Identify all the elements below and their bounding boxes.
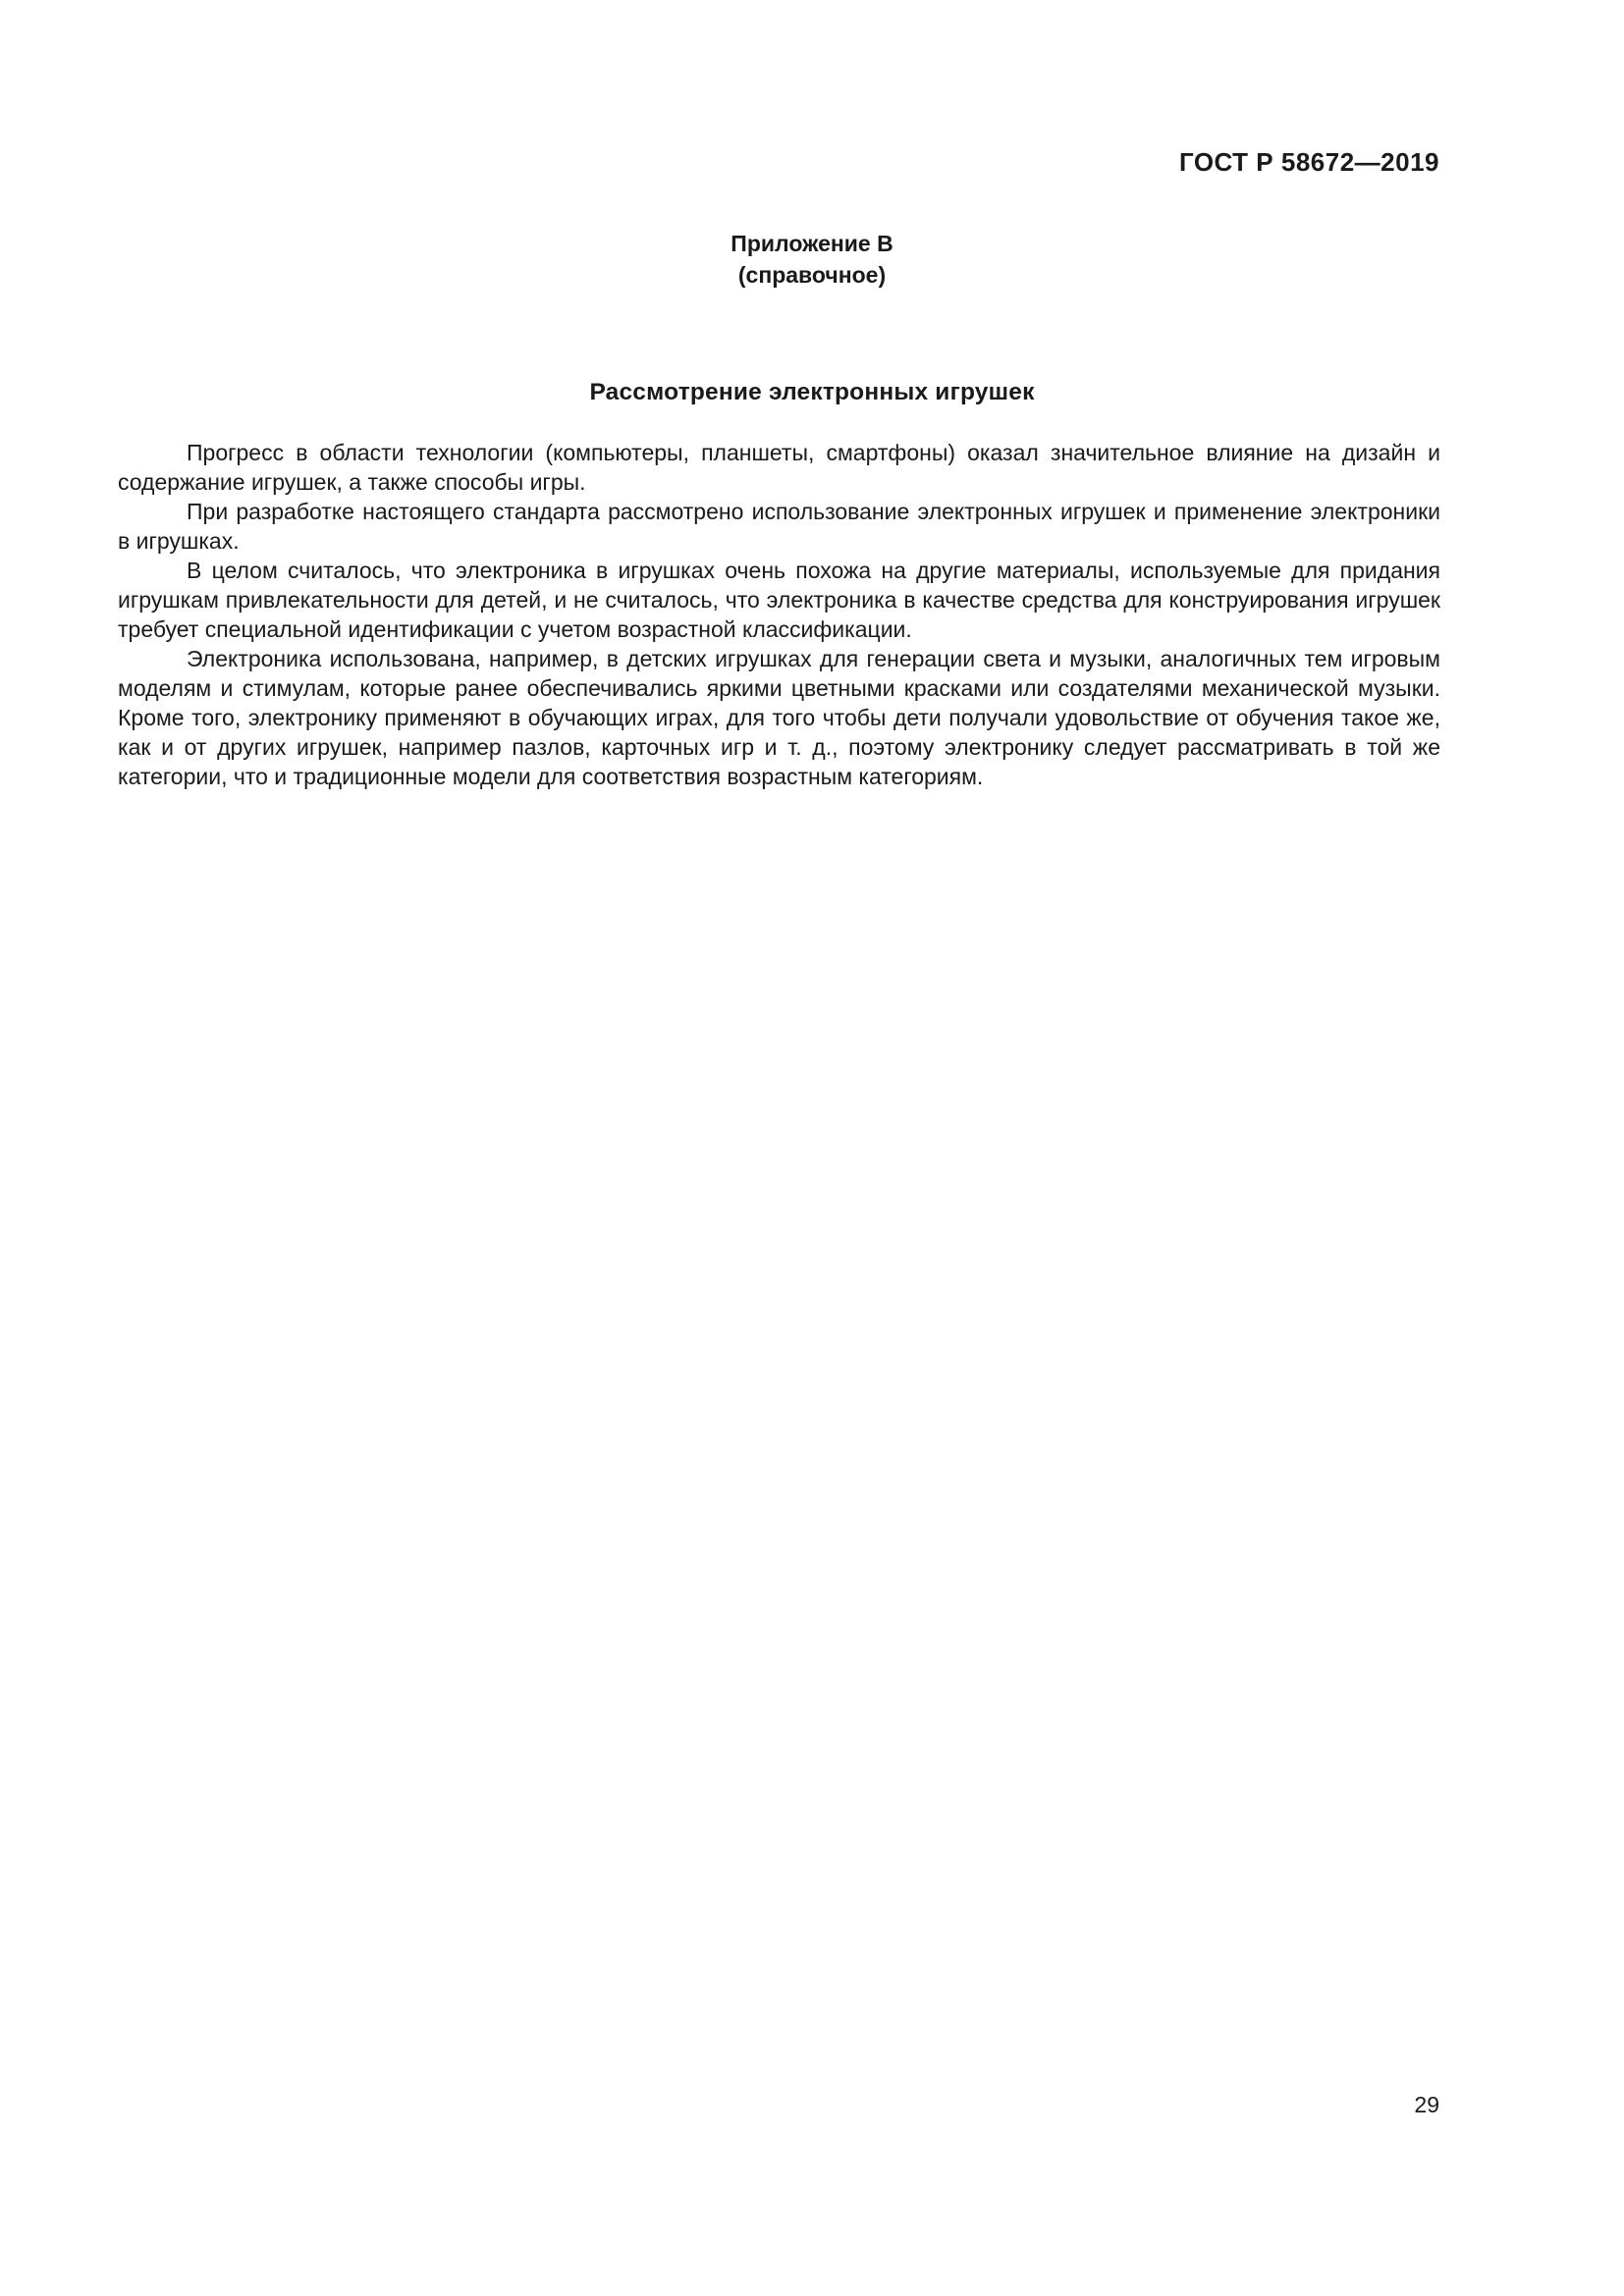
appendix-label: Приложение В: [731, 231, 893, 256]
appendix-heading: [0, 228, 1624, 291]
document-code: ГОСТ Р 58672—2019: [1178, 147, 1439, 177]
paragraph: В целом считалось, что электроника в игрушках очень похожа на другие материалы, используемые для придания игрушкам привлекательности для детей, и не считалось, что электроника в качестве средства для конструирования игрушек требует специальной идентификации с учетом возрастной классификации.: [118, 558, 1440, 642]
paragraph: Прогресс в области технологии (компьютеры, планшеты, смартфоны) оказал значительное влияние на дизайн и содержание игрушек, а также способы игры.: [118, 440, 1440, 495]
section-title: Рассмотрение электронных игрушек: [589, 379, 1035, 405]
paragraph: При разработке настоящего стандарта рассмотрено использование электронных игрушек и применение электроники в игрушках.: [118, 499, 1440, 554]
body-text: [118, 438, 1440, 791]
appendix-type: (справочное): [737, 262, 887, 288]
paragraph: Электроника использована, например, в детских игрушках для генерации света и музыки, аналогичных тем игровым моделям и стимулам, которые ранее обеспечивались яркими цветными красками или создателями механической музыки. Кроме того, электронику применяют в обучающих играх, для того чтобы дети получали удовольствие от обучения такое же, как и от других игрушек, например пазлов, карточных игр и т. д., поэтому электронику следует рассматривать в той же категории, что и традиционные модели для соответствия возрастным категориям.: [118, 646, 1440, 789]
page-number: 29: [1414, 2092, 1439, 2117]
